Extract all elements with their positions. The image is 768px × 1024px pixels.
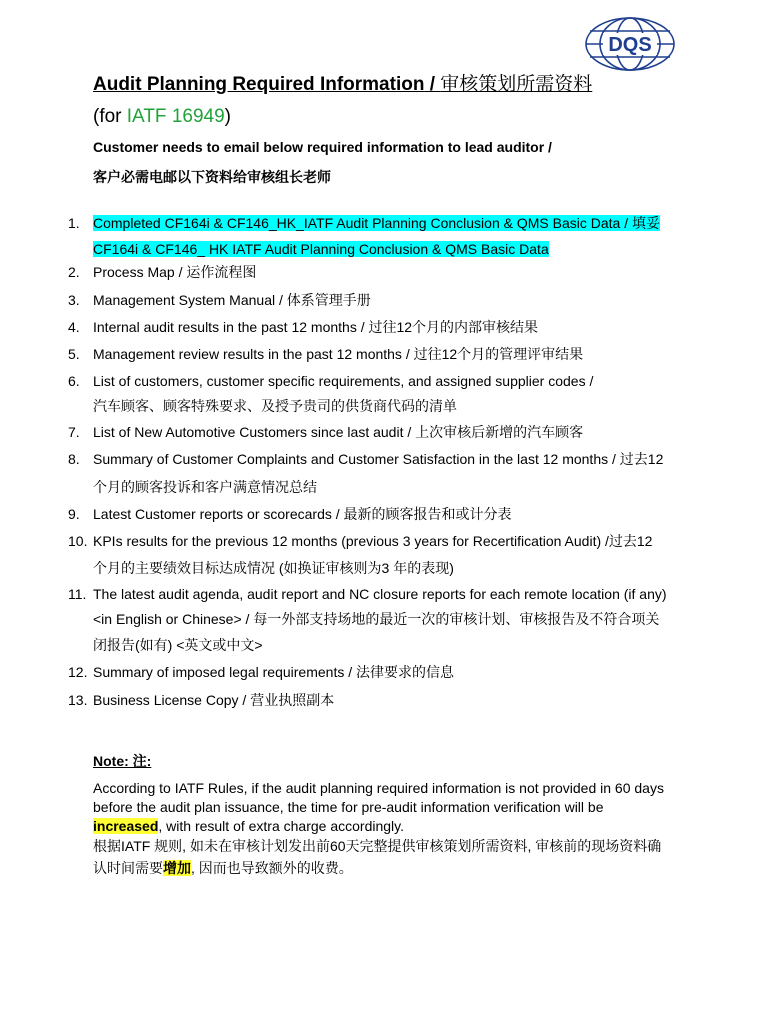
list-item [68,372,593,390]
list-item-continuation: 汽车顾客、顾客特殊要求、及授予贵司的供货商代码的清单 [93,398,457,414]
subtitle-prefix: (for [93,106,127,127]
list-item [68,450,663,468]
list-item [68,505,512,523]
note-line [93,859,353,877]
list-number: 1. [68,215,80,231]
page-title [93,69,592,96]
list-text: KPIs results for the previous 12 months (previous 3 years for Recertification Audit) /过去12 [93,533,653,549]
list-number: 2. [68,264,80,280]
list-text: List of customers, customer specific requirements, and assigned supplier codes / [93,373,594,389]
list-number: 7. [68,424,80,440]
list-item [68,663,454,681]
intro-zh: 客户必需电邮以下资料给审核组长老师 [93,169,331,185]
dqs-globe-logo [584,16,676,72]
logo-text: DQS [608,34,652,56]
list-text: List of New Automotive Customers since last audit / 上次审核后新增的汽车顾客 [93,424,584,440]
note-text: , with result of extra charge accordingly. [158,818,405,834]
note-text: 认时间需要 [93,860,163,876]
list-number: 11. [68,586,87,602]
list-item-continuation: 个月的主要绩效目标达成情况 (如换证审核则为3 年的表现) [93,560,454,576]
list-item [68,263,256,281]
title-separator: / [424,74,441,95]
note-line: 根据IATF 规则, 如未在审核计划发出前60天完整提供审核策划所需资料, 审核前的现场资料确 [93,838,662,854]
subtitle-suffix: ) [224,106,231,127]
list-text-cont: CF164i & CF146_ HK IATF Audit Planning Conclusion & QMS Basic Data [93,241,549,257]
note-line [93,817,404,835]
list-number: 3. [68,292,80,308]
list-text: Management System Manual / 体系管理手册 [93,292,371,308]
list-text: The latest audit agenda, audit report and NC closure reports for each remote location (if any) [93,586,667,602]
list-number: 13. [68,692,88,708]
note-line: According to IATF Rules, if the audit planning required information is not provided in 60 days [93,780,664,796]
list-number: 10. [68,533,88,549]
list-item-continuation: <in English or Chinese> / 每一外部支持场地的最近一次的审核计划、审核报告及不符合项关 [93,611,660,627]
list-item [68,291,371,309]
title-en: Audit Planning Required Information [93,74,425,95]
list-number: 5. [68,346,80,362]
list-number: 9. [68,506,80,522]
list-text: Completed CF164i & CF146_HK_IATF Audit Planning Conclusion & QMS Basic Data / 填妥 [93,215,660,231]
note-text: , 因而也导致额外的收费。 [191,860,353,876]
list-text: Latest Customer reports or scorecards / 最新的顾客报告和或计分表 [93,506,512,522]
list-item-continuation: 闭报告(如有) <英文或中文> [93,637,263,653]
list-text: Internal audit results in the past 12 months / 过往12个月的内部审核结果 [93,319,539,335]
note-line: before the audit plan issuance, the time for pre-audit information verification will be [93,799,604,815]
list-item [68,345,583,363]
list-item [68,585,667,603]
list-number: 12. [68,664,88,680]
list-item [68,318,538,336]
list-text: Business License Copy / 营业执照副本 [93,692,335,708]
list-item-continuation [93,240,549,258]
standard-name: IATF 16949 [126,106,225,127]
list-item [68,691,334,709]
intro-en: Customer needs to email below required information to lead auditor / [93,139,552,155]
list-number: 6. [68,373,80,389]
list-text: Management review results in the past 12 months / 过往12个月的管理评审结果 [93,346,584,362]
list-text: Summary of imposed legal requirements / 法律要求的信息 [93,664,454,680]
list-text: Process Map / 运作流程图 [93,264,257,280]
list-item [68,214,660,232]
note-heading: Note: 注: [93,753,152,769]
highlight-increase-zh: 增加 [163,860,191,876]
list-number: 8. [68,451,80,467]
list-item-continuation: 个月的顾客投诉和客户满意情况总结 [93,479,317,495]
highlight-increased: increased [93,818,159,834]
list-number: 4. [68,319,80,335]
list-item [68,532,652,550]
title-zh: 审核策划所需资料 [440,74,593,95]
list-text: Summary of Customer Complaints and Customer Satisfaction in the last 12 months / 过去12 [93,451,664,467]
list-item [68,423,583,441]
subtitle [93,106,231,128]
